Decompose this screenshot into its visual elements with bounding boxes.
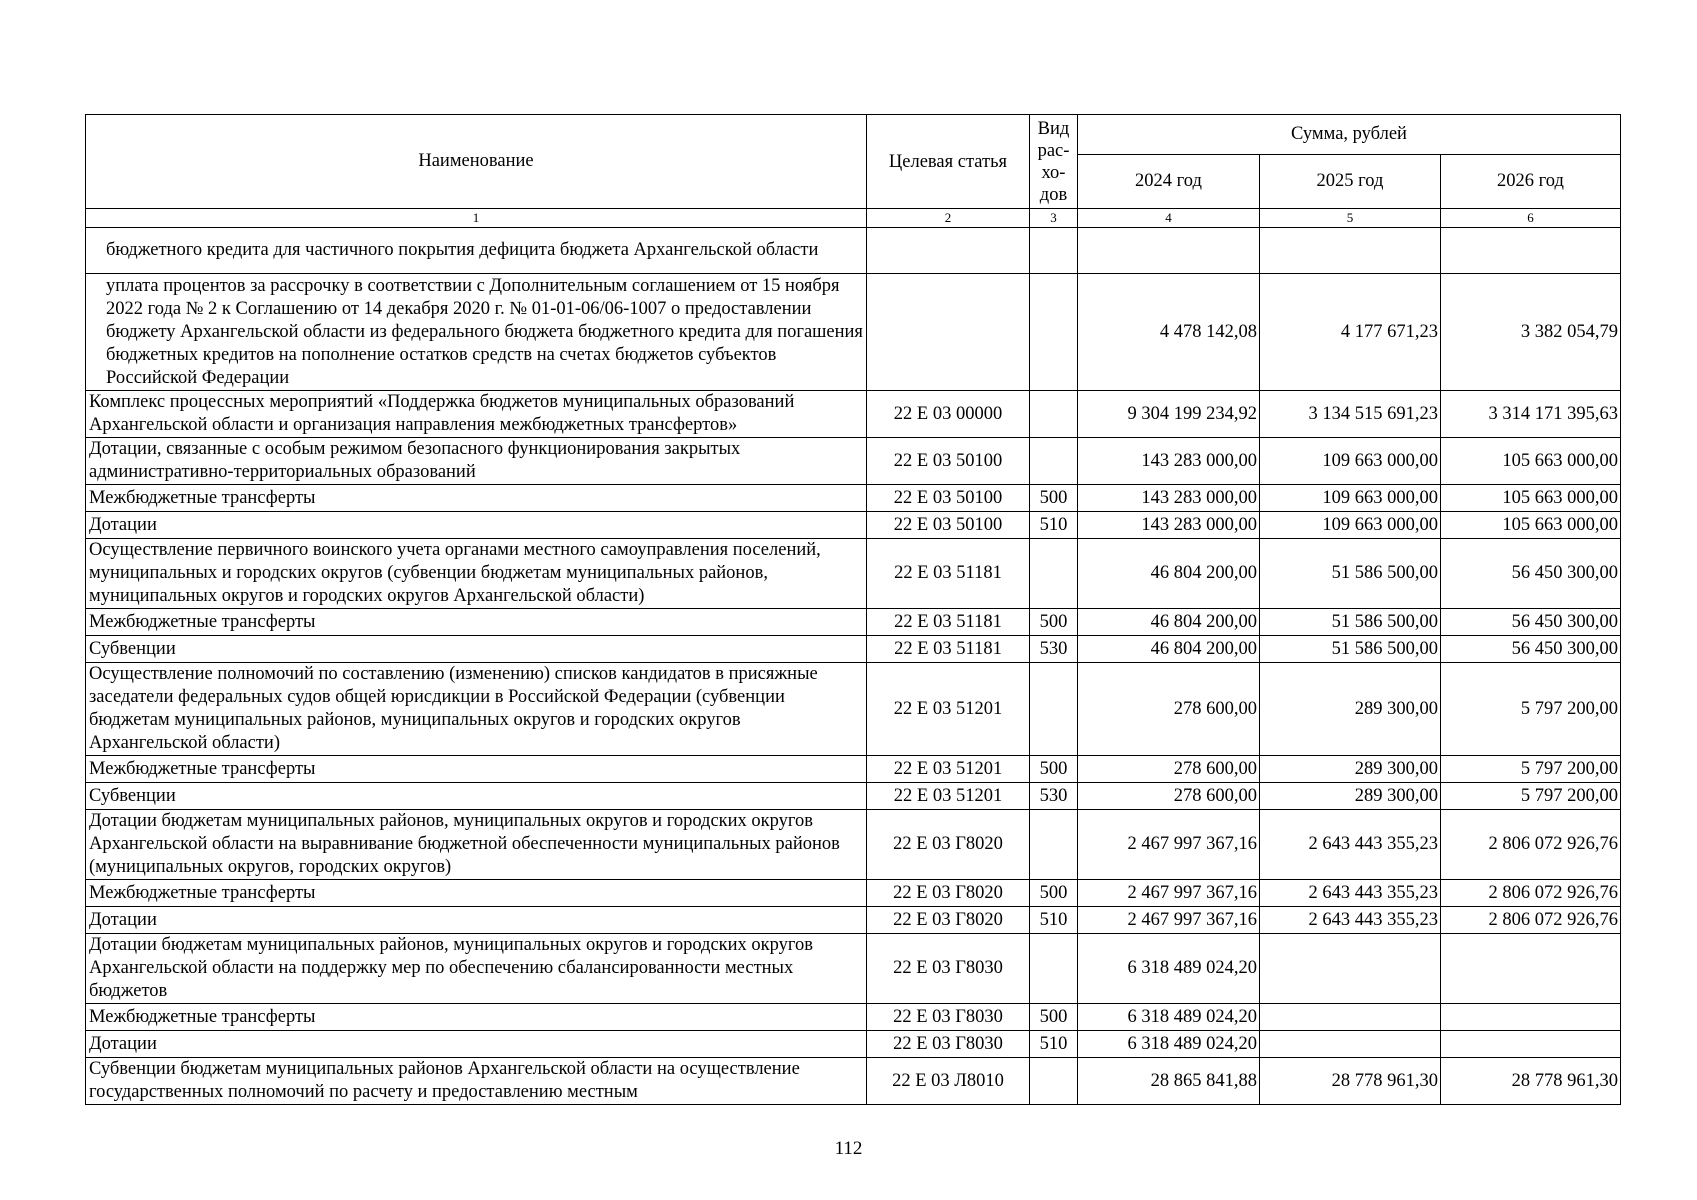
row-amount-2025: 51 586 500,00 [1260,539,1441,609]
table-row [86,636,1621,663]
row-amount-2026: 2 806 072 926,76 [1441,810,1621,880]
row-amount-2024: 2 467 997 367,16 [1078,907,1260,934]
row-name: Межбюджетные трансферты [86,609,867,636]
table-row [86,1031,1621,1058]
row-name: Осуществление полномочий по составлению (изменению) списков кандидатов в присяжные заседатели федеральных судов общей юрисдикции в Российской Федерации (субвенции бюджетам муниципальных районов, муниципальных округов и городских округов Архангельской области) [86,663,867,756]
row-amount-2025: 51 586 500,00 [1260,609,1441,636]
row-amount-2025: 109 663 000,00 [1260,512,1441,539]
row-amount-2026: 56 450 300,00 [1441,609,1621,636]
row-amount-2025: 2 643 443 355,23 [1260,810,1441,880]
table-row [86,1058,1621,1105]
row-amount-2025: 109 663 000,00 [1260,438,1441,485]
row-name: Межбюджетные трансферты [86,880,867,907]
row-amount-2024: 143 283 000,00 [1078,485,1260,512]
row-amount-2025 [1260,934,1441,1004]
row-expense-kind: 530 [1030,636,1078,663]
row-amount-2024: 46 804 200,00 [1078,636,1260,663]
row-target-article: 22 Е 03 51201 [867,783,1030,810]
row-name: Дотации бюджетам муниципальных районов, муниципальных округов и городских округов Архангельской области на выравнивание бюджетной обеспеченности муниципальных районов (муниципальных округов, городских округов) [86,810,867,880]
row-target-article: 22 Е 03 51201 [867,756,1030,783]
row-name: Дотации бюджетам муниципальных районов, муниципальных округов и городских округов Архангельской области на поддержку мер по обеспечению сбалансированности местных бюджетов [86,934,867,1004]
row-amount-2024: 6 318 489 024,20 [1078,1004,1260,1031]
row-amount-2026: 5 797 200,00 [1441,756,1621,783]
row-amount-2026: 56 450 300,00 [1441,539,1621,609]
row-amount-2026: 56 450 300,00 [1441,636,1621,663]
row-name: Межбюджетные трансферты [86,485,867,512]
table-row [86,539,1621,609]
row-target-article [867,274,1030,391]
budget-table-sheet [85,114,1620,1105]
row-expense-kind: 500 [1030,1004,1078,1031]
row-target-article: 22 Е 03 Л8010 [867,1058,1030,1105]
row-amount-2024 [1078,228,1260,274]
row-target-article: 22 Е 03 Г8020 [867,810,1030,880]
row-target-article: 22 Е 03 50100 [867,512,1030,539]
row-target-article: 22 Е 03 51181 [867,636,1030,663]
header-sum: Сумма, рублей [1078,115,1621,155]
row-expense-kind [1030,274,1078,391]
row-amount-2026: 105 663 000,00 [1441,512,1621,539]
row-amount-2026 [1441,1031,1621,1058]
row-target-article: 22 Е 03 51201 [867,663,1030,756]
row-expense-kind: 530 [1030,783,1078,810]
table-row [86,485,1621,512]
col-number-6: 6 [1441,209,1621,228]
row-name: Субвенции бюджетам муниципальных районов Архангельской области на осуществление государственных полномочий по расчету и предоставлению местным [86,1058,867,1105]
budget-table [85,114,1621,1105]
row-target-article: 22 Е 03 00000 [867,391,1030,438]
row-amount-2024: 9 304 199 234,92 [1078,391,1260,438]
table-row [86,438,1621,485]
table-row [86,1004,1621,1031]
row-amount-2025: 28 778 961,30 [1260,1058,1441,1105]
row-target-article: 22 Е 03 Г8020 [867,907,1030,934]
row-amount-2026 [1441,228,1621,274]
row-amount-2024: 143 283 000,00 [1078,438,1260,485]
row-expense-kind: 500 [1030,880,1078,907]
row-amount-2026: 105 663 000,00 [1441,438,1621,485]
row-amount-2026: 3 382 054,79 [1441,274,1621,391]
row-expense-kind: 500 [1030,756,1078,783]
row-amount-2025: 4 177 671,23 [1260,274,1441,391]
row-amount-2025: 289 300,00 [1260,663,1441,756]
row-target-article: 22 Е 03 50100 [867,438,1030,485]
row-expense-kind [1030,810,1078,880]
row-amount-2024: 143 283 000,00 [1078,512,1260,539]
row-amount-2026 [1441,934,1621,1004]
row-amount-2025: 289 300,00 [1260,756,1441,783]
row-name: Дотации [86,512,867,539]
row-name: Субвенции [86,783,867,810]
row-expense-kind [1030,1058,1078,1105]
row-target-article: 22 Е 03 51181 [867,539,1030,609]
row-amount-2024: 6 318 489 024,20 [1078,934,1260,1004]
row-expense-kind [1030,539,1078,609]
row-amount-2025: 3 134 515 691,23 [1260,391,1441,438]
row-name: Межбюджетные трансферты [86,1004,867,1031]
row-amount-2024: 2 467 997 367,16 [1078,880,1260,907]
row-target-article: 22 Е 03 50100 [867,485,1030,512]
table-row [86,756,1621,783]
col-number-2: 2 [867,209,1030,228]
table-body [86,228,1621,1105]
row-amount-2026: 2 806 072 926,76 [1441,907,1621,934]
row-amount-2025 [1260,1031,1441,1058]
table-row [86,609,1621,636]
header-year-2026: 2026 год [1441,155,1621,209]
table-row [86,907,1621,934]
row-amount-2026: 3 314 171 395,63 [1441,391,1621,438]
row-name: Дотации [86,1031,867,1058]
row-expense-kind [1030,934,1078,1004]
table-row [86,274,1621,391]
header-name: Наименование [86,115,867,209]
row-name: уплата процентов за рассрочку в соответствии с Дополнительным соглашением от 15 ноября 2022 года № 2 к Соглашению от 14 декабря 2020 г. № 01-01-06/06-1007 о предоставлении бюджету Архангельской области из федерального бюджета бюджетного кредита для погашения бюджетных кредитов на пополнение остатков средств на счетах бюджетов субъектов Российской Федерации [86,274,867,391]
row-amount-2026: 5 797 200,00 [1441,663,1621,756]
row-target-article: 22 Е 03 Г8030 [867,934,1030,1004]
row-name: Межбюджетные трансферты [86,756,867,783]
row-expense-kind [1030,663,1078,756]
table-row [86,880,1621,907]
table-row [86,934,1621,1004]
row-amount-2024: 46 804 200,00 [1078,539,1260,609]
row-name: Дотации, связанные с особым режимом безопасного функционирования закрытых административно-территориальных образований [86,438,867,485]
row-amount-2024: 278 600,00 [1078,663,1260,756]
row-name: Дотации [86,907,867,934]
row-target-article: 22 Е 03 51181 [867,609,1030,636]
row-target-article [867,228,1030,274]
row-amount-2025: 109 663 000,00 [1260,485,1441,512]
row-expense-kind [1030,438,1078,485]
row-expense-kind: 500 [1030,485,1078,512]
header-target-article: Целевая статья [867,115,1030,209]
row-target-article: 22 Е 03 Г8030 [867,1004,1030,1031]
row-expense-kind [1030,228,1078,274]
col-number-5: 5 [1260,209,1441,228]
row-expense-kind: 510 [1030,907,1078,934]
table-row [86,783,1621,810]
row-name: Осуществление первичного воинского учета органами местного самоуправления поселений, муниципальных и городских округов (субвенции бюджетам муниципальных районов, муниципальных округов и городских округов Архангельской области) [86,539,867,609]
row-amount-2025: 51 586 500,00 [1260,636,1441,663]
row-amount-2024: 2 467 997 367,16 [1078,810,1260,880]
header-year-2025: 2025 год [1260,155,1441,209]
table-row [86,391,1621,438]
row-amount-2026: 5 797 200,00 [1441,783,1621,810]
table-row [86,663,1621,756]
row-amount-2025: 2 643 443 355,23 [1260,907,1441,934]
row-amount-2026: 28 778 961,30 [1441,1058,1621,1105]
row-amount-2024: 278 600,00 [1078,783,1260,810]
row-expense-kind: 510 [1030,1031,1078,1058]
row-expense-kind: 500 [1030,609,1078,636]
row-amount-2025 [1260,1004,1441,1031]
row-amount-2025: 289 300,00 [1260,783,1441,810]
row-amount-2025 [1260,228,1441,274]
table-row [86,810,1621,880]
row-name: бюджетного кредита для частичного покрытия дефицита бюджета Архангельской области [86,228,867,274]
table-row [86,512,1621,539]
row-amount-2026: 2 806 072 926,76 [1441,880,1621,907]
row-amount-2025: 2 643 443 355,23 [1260,880,1441,907]
row-expense-kind: 510 [1030,512,1078,539]
row-name: Субвенции [86,636,867,663]
row-name: Комплекс процессных мероприятий «Поддержка бюджетов муниципальных образований Архангельской области и организация направления межбюджетных трансфертов» [86,391,867,438]
header-expense-kind: Вид рас-хо-дов [1030,115,1078,209]
row-amount-2026: 105 663 000,00 [1441,485,1621,512]
header-year-2024: 2024 год [1078,155,1260,209]
col-number-4: 4 [1078,209,1260,228]
row-expense-kind [1030,391,1078,438]
row-target-article: 22 Е 03 Г8020 [867,880,1030,907]
col-number-1: 1 [86,209,867,228]
row-target-article: 22 Е 03 Г8030 [867,1031,1030,1058]
row-amount-2026 [1441,1004,1621,1031]
row-amount-2024: 4 478 142,08 [1078,274,1260,391]
col-number-3: 3 [1030,209,1078,228]
row-amount-2024: 278 600,00 [1078,756,1260,783]
row-amount-2024: 28 865 841,88 [1078,1058,1260,1105]
row-amount-2024: 6 318 489 024,20 [1078,1031,1260,1058]
page-number: 112 [834,1138,863,1159]
table-row [86,228,1621,274]
row-amount-2024: 46 804 200,00 [1078,609,1260,636]
